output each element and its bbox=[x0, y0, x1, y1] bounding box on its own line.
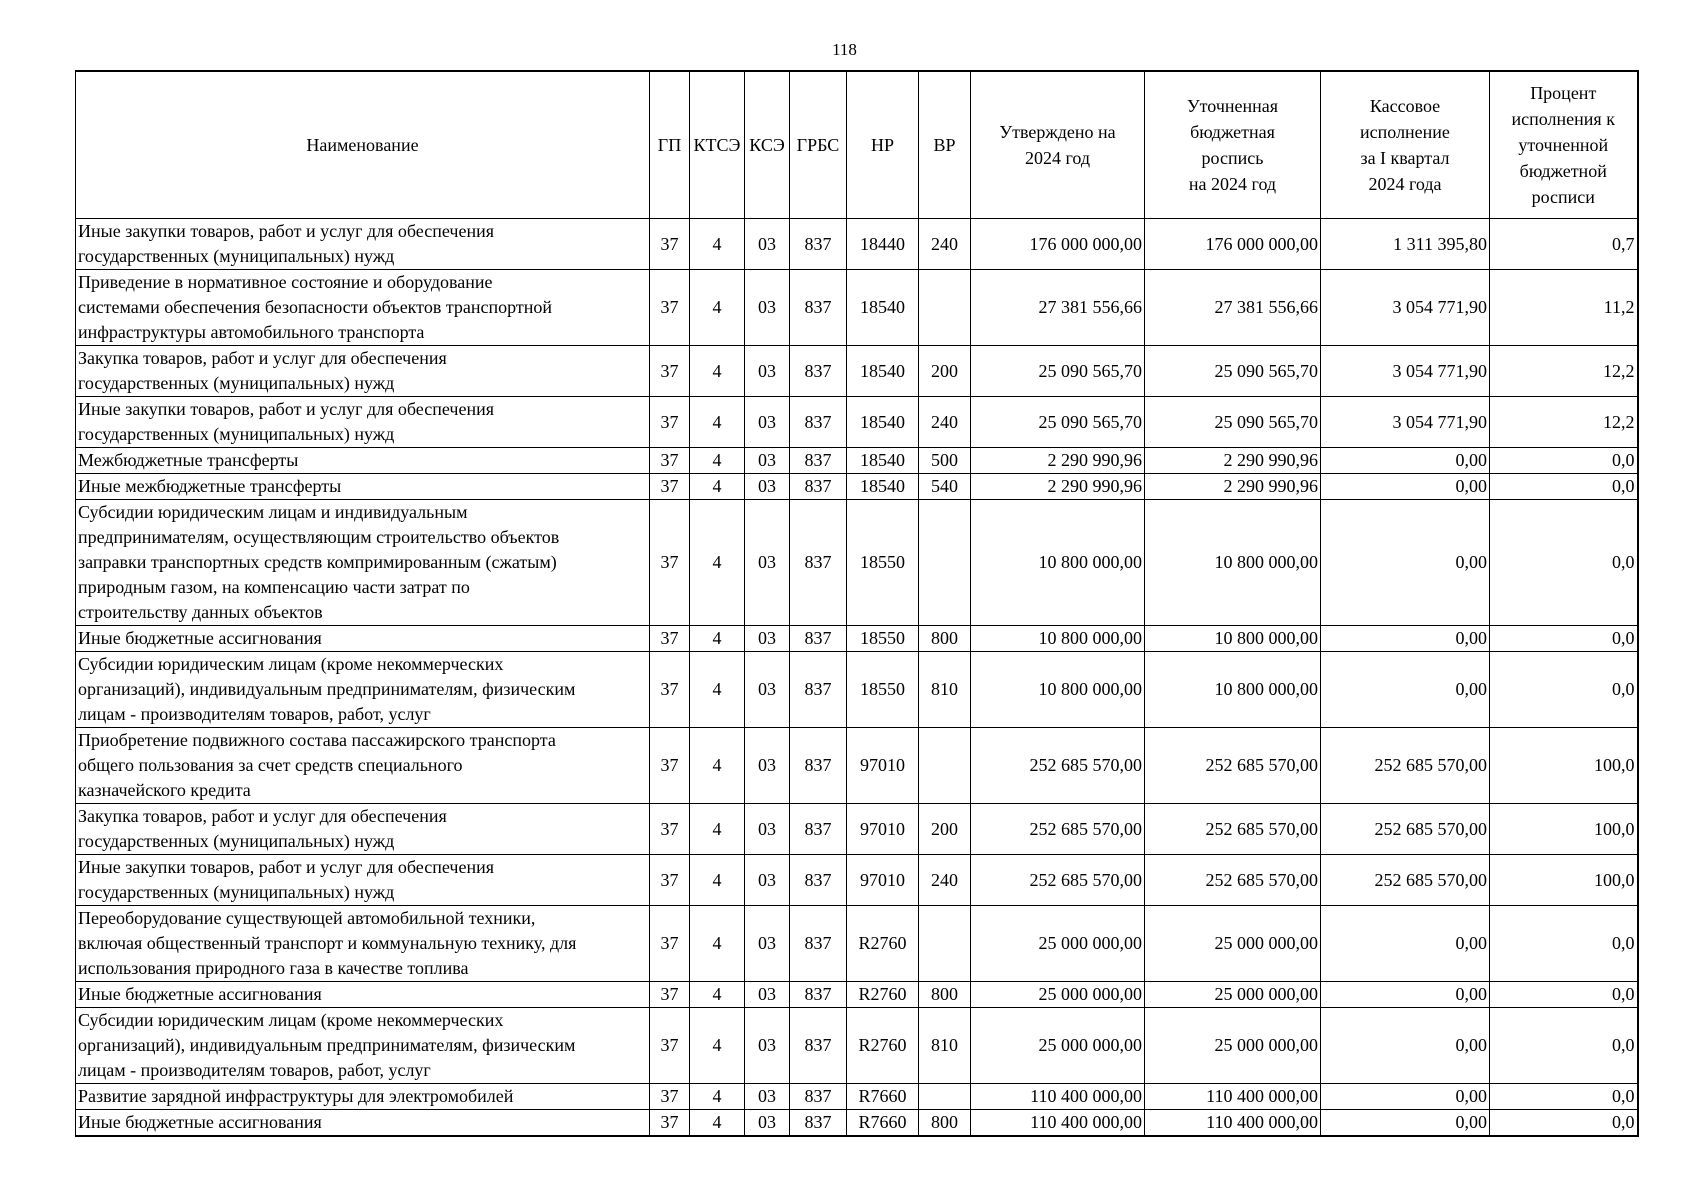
cell-percent: 0,0 bbox=[1490, 1084, 1638, 1110]
cell-ktse: 4 bbox=[690, 626, 745, 652]
cell-refined: 25 000 000,00 bbox=[1145, 982, 1321, 1008]
cell-percent: 100,0 bbox=[1490, 728, 1638, 804]
cell-vr bbox=[919, 1084, 971, 1110]
header-refined-line: роспись bbox=[1201, 148, 1264, 168]
cell-kse: 03 bbox=[745, 1008, 790, 1084]
cell-vr: 200 bbox=[919, 804, 971, 855]
cell-name-line: заправки транспортных средств компримированным (сжатым) bbox=[78, 552, 557, 572]
cell-nr: R7660 bbox=[847, 1084, 919, 1110]
cell-ktse: 4 bbox=[690, 219, 745, 270]
cell-name-line: государственных (муниципальных) нужд bbox=[78, 882, 395, 902]
cell-name-line: Иные бюджетные ассигнования bbox=[78, 628, 322, 648]
cell-grbs: 837 bbox=[790, 982, 847, 1008]
table-row bbox=[76, 474, 1638, 500]
header-ktse: КТСЭ bbox=[690, 71, 745, 219]
table-row bbox=[76, 626, 1638, 652]
cell-name bbox=[76, 728, 650, 804]
cell-kse: 03 bbox=[745, 1110, 790, 1137]
cell-percent: 0,7 bbox=[1490, 219, 1638, 270]
cell-grbs: 837 bbox=[790, 1084, 847, 1110]
cell-refined: 25 090 565,70 bbox=[1145, 346, 1321, 397]
cell-ktse: 4 bbox=[690, 855, 745, 906]
cell-name bbox=[76, 804, 650, 855]
cell-gp: 37 bbox=[650, 270, 690, 346]
cell-nr: R2760 bbox=[847, 906, 919, 982]
cell-kse: 03 bbox=[745, 270, 790, 346]
cell-name bbox=[76, 1008, 650, 1084]
cell-nr: 97010 bbox=[847, 855, 919, 906]
cell-name-line: включая общественный транспорт и коммунальную технику, для bbox=[78, 933, 577, 953]
cell-kse: 03 bbox=[745, 982, 790, 1008]
cell-cash: 0,00 bbox=[1321, 982, 1490, 1008]
cell-approved: 252 685 570,00 bbox=[971, 804, 1145, 855]
cell-cash: 252 685 570,00 bbox=[1321, 855, 1490, 906]
cell-name-line: организаций), индивидуальным предпринимателям, физическим bbox=[78, 1035, 576, 1055]
cell-grbs: 837 bbox=[790, 1110, 847, 1137]
cell-percent: 100,0 bbox=[1490, 804, 1638, 855]
table-row bbox=[76, 397, 1638, 448]
cell-percent: 0,0 bbox=[1490, 448, 1638, 474]
cell-nr: R2760 bbox=[847, 1008, 919, 1084]
cell-approved: 10 800 000,00 bbox=[971, 626, 1145, 652]
cell-kse: 03 bbox=[745, 626, 790, 652]
cell-name bbox=[76, 474, 650, 500]
cell-ktse: 4 bbox=[690, 982, 745, 1008]
cell-nr: R7660 bbox=[847, 1110, 919, 1137]
page-number: 118 bbox=[832, 40, 857, 59]
cell-cash: 0,00 bbox=[1321, 1110, 1490, 1137]
table-row bbox=[76, 270, 1638, 346]
cell-name bbox=[76, 448, 650, 474]
cell-nr: 18550 bbox=[847, 652, 919, 728]
cell-percent: 0,0 bbox=[1490, 1110, 1638, 1137]
table-row bbox=[76, 346, 1638, 397]
cell-vr: 200 bbox=[919, 346, 971, 397]
cell-name-line: Иные закупки товаров, работ и услуг для обеспечения bbox=[78, 857, 494, 877]
cell-kse: 03 bbox=[745, 219, 790, 270]
cell-percent: 0,0 bbox=[1490, 906, 1638, 982]
cell-grbs: 837 bbox=[790, 474, 847, 500]
cell-ktse: 4 bbox=[690, 652, 745, 728]
table-row bbox=[76, 1084, 1638, 1110]
cell-cash: 252 685 570,00 bbox=[1321, 728, 1490, 804]
header-grbs: ГРБС bbox=[790, 71, 847, 219]
cell-refined: 10 800 000,00 bbox=[1145, 626, 1321, 652]
cell-refined: 252 685 570,00 bbox=[1145, 804, 1321, 855]
cell-cash: 0,00 bbox=[1321, 652, 1490, 728]
cell-kse: 03 bbox=[745, 474, 790, 500]
cell-refined: 176 000 000,00 bbox=[1145, 219, 1321, 270]
cell-nr: 18540 bbox=[847, 270, 919, 346]
cell-nr: 97010 bbox=[847, 728, 919, 804]
cell-name-line: природным газом, на компенсацию части затрат по bbox=[78, 577, 470, 597]
cell-gp: 37 bbox=[650, 1110, 690, 1137]
cell-approved: 25 090 565,70 bbox=[971, 397, 1145, 448]
cell-refined: 10 800 000,00 bbox=[1145, 500, 1321, 626]
cell-name-line: Иные межбюджетные трансферты bbox=[78, 476, 342, 496]
cell-name bbox=[76, 626, 650, 652]
cell-nr: 18550 bbox=[847, 500, 919, 626]
cell-name bbox=[76, 906, 650, 982]
cell-vr bbox=[919, 906, 971, 982]
cell-gp: 37 bbox=[650, 448, 690, 474]
cell-vr: 810 bbox=[919, 652, 971, 728]
cell-nr: 18440 bbox=[847, 219, 919, 270]
cell-name-line: Развитие зарядной инфраструктуры для электромобилей bbox=[78, 1086, 514, 1106]
header-percent-line: уточненной bbox=[1518, 135, 1609, 155]
table-row bbox=[76, 855, 1638, 906]
cell-vr: 240 bbox=[919, 219, 971, 270]
cell-name-line: инфраструктуры автомобильного транспорта bbox=[78, 322, 425, 342]
cell-percent: 0,0 bbox=[1490, 1008, 1638, 1084]
cell-approved: 110 400 000,00 bbox=[971, 1110, 1145, 1137]
cell-grbs: 837 bbox=[790, 448, 847, 474]
cell-kse: 03 bbox=[745, 652, 790, 728]
cell-percent: 11,2 bbox=[1490, 270, 1638, 346]
header-percent-line: Процент bbox=[1530, 83, 1597, 103]
table-row bbox=[76, 500, 1638, 626]
cell-grbs: 837 bbox=[790, 652, 847, 728]
cell-grbs: 837 bbox=[790, 728, 847, 804]
table-row bbox=[76, 1110, 1638, 1137]
cell-grbs: 837 bbox=[790, 397, 847, 448]
header-approved-line: Утверждено на bbox=[999, 122, 1116, 142]
cell-gp: 37 bbox=[650, 1084, 690, 1110]
cell-name-line: Иные бюджетные ассигнования bbox=[78, 1112, 322, 1132]
cell-approved: 110 400 000,00 bbox=[971, 1084, 1145, 1110]
header-kse: КСЭ bbox=[745, 71, 790, 219]
cell-gp: 37 bbox=[650, 855, 690, 906]
cell-nr: R2760 bbox=[847, 982, 919, 1008]
cell-ktse: 4 bbox=[690, 500, 745, 626]
cell-cash: 0,00 bbox=[1321, 500, 1490, 626]
cell-refined: 27 381 556,66 bbox=[1145, 270, 1321, 346]
table-row bbox=[76, 1008, 1638, 1084]
cell-refined: 252 685 570,00 bbox=[1145, 855, 1321, 906]
header-percent-line: бюджетной bbox=[1519, 161, 1607, 181]
cell-cash: 1 311 395,80 bbox=[1321, 219, 1490, 270]
table-row bbox=[76, 219, 1638, 270]
cell-name-line: Иные закупки товаров, работ и услуг для обеспечения bbox=[78, 399, 494, 419]
cell-ktse: 4 bbox=[690, 1008, 745, 1084]
cell-approved: 25 090 565,70 bbox=[971, 346, 1145, 397]
cell-name-line: казначейского кредита bbox=[78, 780, 251, 800]
cell-grbs: 837 bbox=[790, 219, 847, 270]
cell-gp: 37 bbox=[650, 397, 690, 448]
cell-kse: 03 bbox=[745, 728, 790, 804]
cell-kse: 03 bbox=[745, 448, 790, 474]
table-row bbox=[76, 982, 1638, 1008]
cell-cash: 0,00 bbox=[1321, 448, 1490, 474]
header-percent-line: исполнения к bbox=[1511, 109, 1615, 129]
cell-name-line: Закупка товаров, работ и услуг для обеспечения bbox=[78, 806, 447, 826]
cell-vr: 800 bbox=[919, 982, 971, 1008]
cell-nr: 18540 bbox=[847, 346, 919, 397]
cell-gp: 37 bbox=[650, 346, 690, 397]
table-row bbox=[76, 652, 1638, 728]
cell-approved: 10 800 000,00 bbox=[971, 500, 1145, 626]
cell-gp: 37 bbox=[650, 219, 690, 270]
header-cash-line: Кассовое bbox=[1369, 96, 1441, 116]
cell-vr: 540 bbox=[919, 474, 971, 500]
table-row bbox=[76, 804, 1638, 855]
cell-cash: 3 054 771,90 bbox=[1321, 270, 1490, 346]
cell-gp: 37 bbox=[650, 500, 690, 626]
cell-ktse: 4 bbox=[690, 728, 745, 804]
cell-percent: 12,2 bbox=[1490, 346, 1638, 397]
cell-nr: 97010 bbox=[847, 804, 919, 855]
cell-name-line: государственных (муниципальных) нужд bbox=[78, 831, 395, 851]
cell-name-line: организаций), индивидуальным предпринимателям, физическим bbox=[78, 679, 576, 699]
cell-kse: 03 bbox=[745, 397, 790, 448]
cell-kse: 03 bbox=[745, 804, 790, 855]
cell-cash: 3 054 771,90 bbox=[1321, 397, 1490, 448]
cell-percent: 100,0 bbox=[1490, 855, 1638, 906]
cell-gp: 37 bbox=[650, 1008, 690, 1084]
table-body bbox=[76, 219, 1638, 1137]
cell-approved: 2 290 990,96 bbox=[971, 474, 1145, 500]
table-row bbox=[76, 728, 1638, 804]
cell-name bbox=[76, 982, 650, 1008]
cell-name-line: Переоборудование существующей автомобильной техники, bbox=[78, 908, 536, 928]
table-header-row bbox=[76, 71, 1638, 219]
cell-grbs: 837 bbox=[790, 1008, 847, 1084]
cell-name-line: Иные бюджетные ассигнования bbox=[78, 984, 322, 1004]
header-cash bbox=[1321, 71, 1490, 219]
cell-gp: 37 bbox=[650, 626, 690, 652]
cell-gp: 37 bbox=[650, 728, 690, 804]
cell-approved: 25 000 000,00 bbox=[971, 982, 1145, 1008]
cell-refined: 25 090 565,70 bbox=[1145, 397, 1321, 448]
cell-name bbox=[76, 219, 650, 270]
cell-name bbox=[76, 855, 650, 906]
cell-approved: 252 685 570,00 bbox=[971, 855, 1145, 906]
cell-percent: 12,2 bbox=[1490, 397, 1638, 448]
cell-nr: 18550 bbox=[847, 626, 919, 652]
header-refined-line: Уточненная bbox=[1186, 96, 1279, 116]
cell-refined: 25 000 000,00 bbox=[1145, 906, 1321, 982]
cell-grbs: 837 bbox=[790, 346, 847, 397]
cell-cash: 0,00 bbox=[1321, 1008, 1490, 1084]
cell-vr: 240 bbox=[919, 855, 971, 906]
cell-ktse: 4 bbox=[690, 1084, 745, 1110]
header-approved-line: 2024 год bbox=[1024, 148, 1091, 168]
header-name: Наименование bbox=[76, 71, 650, 219]
cell-name-line: системами обеспечения безопасности объектов транспортной bbox=[78, 297, 553, 317]
cell-percent: 0,0 bbox=[1490, 652, 1638, 728]
cell-grbs: 837 bbox=[790, 906, 847, 982]
header-percent bbox=[1490, 71, 1638, 219]
header-percent-line: росписи bbox=[1531, 187, 1595, 207]
cell-grbs: 837 bbox=[790, 804, 847, 855]
cell-cash: 0,00 bbox=[1321, 906, 1490, 982]
cell-approved: 27 381 556,66 bbox=[971, 270, 1145, 346]
cell-approved: 176 000 000,00 bbox=[971, 219, 1145, 270]
cell-nr: 18540 bbox=[847, 448, 919, 474]
cell-gp: 37 bbox=[650, 474, 690, 500]
cell-approved: 25 000 000,00 bbox=[971, 906, 1145, 982]
cell-vr: 810 bbox=[919, 1008, 971, 1084]
cell-name bbox=[76, 397, 650, 448]
cell-kse: 03 bbox=[745, 500, 790, 626]
cell-name-line: использования природного газа в качестве топлива bbox=[78, 958, 469, 978]
cell-name-line: Субсидии юридическим лицам (кроме некоммерческих bbox=[78, 654, 504, 674]
cell-name bbox=[76, 1084, 650, 1110]
header-gp: ГП bbox=[650, 71, 690, 219]
header-cash-line: 2024 года bbox=[1368, 174, 1442, 194]
header-cash-line: исполнение bbox=[1360, 122, 1450, 142]
cell-name bbox=[76, 346, 650, 397]
cell-ktse: 4 bbox=[690, 906, 745, 982]
cell-cash: 3 054 771,90 bbox=[1321, 346, 1490, 397]
cell-name-line: Закупка товаров, работ и услуг для обеспечения bbox=[78, 348, 447, 368]
cell-approved: 10 800 000,00 bbox=[971, 652, 1145, 728]
cell-name bbox=[76, 500, 650, 626]
header-refined bbox=[1145, 71, 1321, 219]
cell-percent: 0,0 bbox=[1490, 982, 1638, 1008]
cell-name-line: Субсидии юридическим лицам и индивидуальным bbox=[78, 502, 468, 522]
cell-approved: 25 000 000,00 bbox=[971, 1008, 1145, 1084]
cell-kse: 03 bbox=[745, 1084, 790, 1110]
cell-percent: 0,0 bbox=[1490, 500, 1638, 626]
cell-name-line: Иные закупки товаров, работ и услуг для обеспечения bbox=[78, 221, 494, 241]
cell-ktse: 4 bbox=[690, 397, 745, 448]
header-cash-line: за I квартал bbox=[1360, 148, 1450, 168]
cell-vr: 500 bbox=[919, 448, 971, 474]
cell-name bbox=[76, 1110, 650, 1137]
cell-grbs: 837 bbox=[790, 626, 847, 652]
cell-vr: 800 bbox=[919, 626, 971, 652]
cell-ktse: 4 bbox=[690, 448, 745, 474]
table-row bbox=[76, 448, 1638, 474]
cell-vr: 800 bbox=[919, 1110, 971, 1137]
cell-name-line: общего пользования за счет средств специального bbox=[78, 755, 463, 775]
cell-name-line: Субсидии юридическим лицам (кроме некоммерческих bbox=[78, 1010, 504, 1030]
cell-name-line: Приобретение подвижного состава пассажирского транспорта bbox=[78, 730, 556, 750]
cell-cash: 0,00 bbox=[1321, 1084, 1490, 1110]
cell-refined: 2 290 990,96 bbox=[1145, 474, 1321, 500]
cell-name-line: лицам - производителям товаров, работ, услуг bbox=[78, 704, 431, 724]
cell-ktse: 4 bbox=[690, 804, 745, 855]
cell-vr: 240 bbox=[919, 397, 971, 448]
cell-name-line: лицам - производителям товаров, работ, услуг bbox=[78, 1060, 431, 1080]
header-refined-line: бюджетная bbox=[1190, 122, 1275, 142]
header-refined-line: на 2024 год bbox=[1188, 174, 1277, 194]
cell-kse: 03 bbox=[745, 346, 790, 397]
cell-vr bbox=[919, 270, 971, 346]
cell-cash: 0,00 bbox=[1321, 626, 1490, 652]
cell-kse: 03 bbox=[745, 906, 790, 982]
cell-refined: 110 400 000,00 bbox=[1145, 1084, 1321, 1110]
table-row bbox=[76, 906, 1638, 982]
cell-kse: 03 bbox=[745, 855, 790, 906]
cell-percent: 0,0 bbox=[1490, 474, 1638, 500]
cell-nr: 18540 bbox=[847, 397, 919, 448]
cell-gp: 37 bbox=[650, 652, 690, 728]
cell-refined: 25 000 000,00 bbox=[1145, 1008, 1321, 1084]
cell-refined: 252 685 570,00 bbox=[1145, 728, 1321, 804]
cell-cash: 252 685 570,00 bbox=[1321, 804, 1490, 855]
cell-name-line: строительству данных объектов bbox=[78, 602, 323, 622]
cell-name-line: государственных (муниципальных) нужд bbox=[78, 424, 395, 444]
header-approved bbox=[971, 71, 1145, 219]
cell-name bbox=[76, 652, 650, 728]
cell-name-line: государственных (муниципальных) нужд bbox=[78, 373, 395, 393]
cell-name-line: Межбюджетные трансферты bbox=[78, 450, 299, 470]
header-vr: ВР bbox=[919, 71, 971, 219]
cell-cash: 0,00 bbox=[1321, 474, 1490, 500]
cell-refined: 10 800 000,00 bbox=[1145, 652, 1321, 728]
cell-name-line: Приведение в нормативное состояние и оборудование bbox=[78, 272, 493, 292]
cell-ktse: 4 bbox=[690, 1110, 745, 1137]
cell-gp: 37 bbox=[650, 906, 690, 982]
cell-vr bbox=[919, 500, 971, 626]
cell-grbs: 837 bbox=[790, 270, 847, 346]
cell-gp: 37 bbox=[650, 982, 690, 1008]
cell-approved: 2 290 990,96 bbox=[971, 448, 1145, 474]
cell-ktse: 4 bbox=[690, 474, 745, 500]
cell-refined: 2 290 990,96 bbox=[1145, 448, 1321, 474]
cell-approved: 252 685 570,00 bbox=[971, 728, 1145, 804]
cell-vr bbox=[919, 728, 971, 804]
cell-grbs: 837 bbox=[790, 855, 847, 906]
cell-percent: 0,0 bbox=[1490, 626, 1638, 652]
cell-gp: 37 bbox=[650, 804, 690, 855]
cell-nr: 18540 bbox=[847, 474, 919, 500]
cell-refined: 110 400 000,00 bbox=[1145, 1110, 1321, 1137]
cell-name bbox=[76, 270, 650, 346]
cell-grbs: 837 bbox=[790, 500, 847, 626]
cell-name-line: государственных (муниципальных) нужд bbox=[78, 246, 395, 266]
cell-ktse: 4 bbox=[690, 270, 745, 346]
header-nr: НР bbox=[847, 71, 919, 219]
cell-ktse: 4 bbox=[690, 346, 745, 397]
cell-name-line: предпринимателям, осуществляющим строительство объектов bbox=[78, 527, 560, 547]
budget-table bbox=[75, 70, 1639, 1137]
